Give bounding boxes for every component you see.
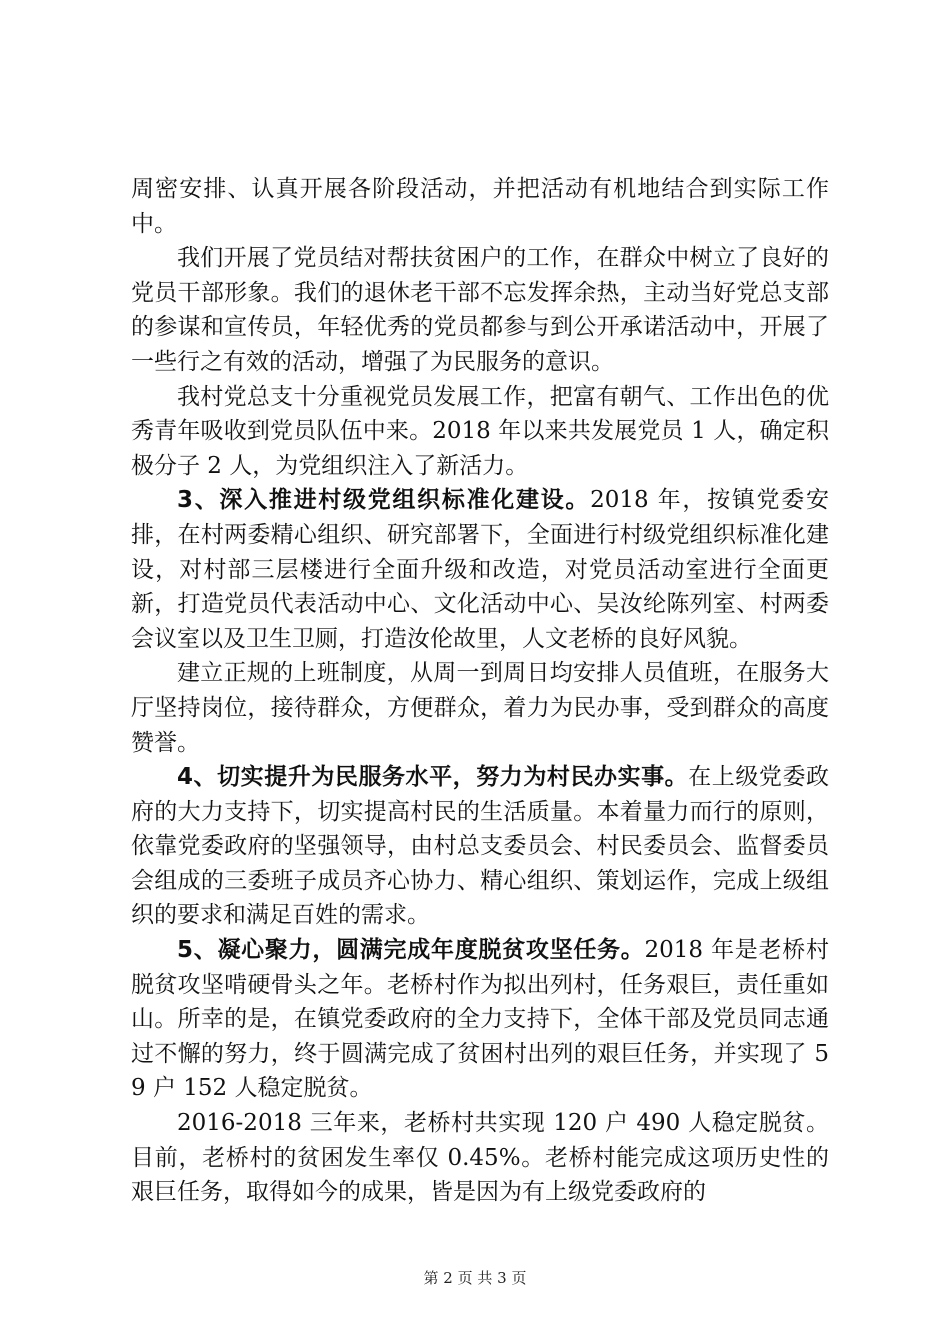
section-5-heading: 5、凝心聚力，圆满完成年度脱贫攻坚任务。 [177, 937, 645, 964]
paragraph-4-text: 2018 年，按镇党委安排，在村两委精心组织、研究部署下，全面进行村级党组织标准化建设，对村部三层楼进行全面升级和改造，对党员活动室进行全面更新，打造党员代表活动中心、文化活动中心、吴汝纶陈列室、村两委会议室以及卫生卫厕，打造汝伦故里，人文老桥的良好风貌。 [131, 487, 829, 652]
section-4-heading: 4、切实提升为民服务水平，努力为村民办实事。 [177, 764, 689, 791]
paragraph-1-text: 周密安排、认真开展各阶段活动，并把活动有机地结合到实际工作中。 [131, 176, 829, 237]
paragraph-8-text: 2016-2018 三年来，老桥村共实现 120 户 490 人稳定脱贫。目前，老桥村的贫困发生率仅 0.45%。老桥村能完成这项历史性的艰巨任务，取得如今的成果，皆是因为有上级党委政府的 [131, 1110, 829, 1206]
paragraph-3-text: 我村党总支十分重视党员发展工作，把富有朝气、工作出色的优秀青年吸收到党员队伍中来。2018 年以来共发展党员 1 人，确定积极分子 2 人，为党组织注入了新活力。 [131, 383, 829, 479]
document-body [131, 172, 829, 1210]
paragraph-7-text: 2018 年是老桥村脱贫攻坚啃硬骨头之年。老桥村作为拟出列村，任务艰巨，责任重如山。所幸的是，在镇党委政府的全力支持下，全体干部及党员同志通过不懈的努力，终于圆满完成了贫困村出列的艰巨任务，并实现了 59 户 152 人稳定脱贫。 [131, 937, 829, 1102]
paragraph-1 [131, 172, 829, 241]
section-3-heading: 3、深入推进村级党组织标准化建设。 [177, 487, 591, 514]
paragraph-2-text: 我们开展了党员结对帮扶贫困户的工作，在群众中树立了良好的党员干部形象。我们的退休老干部不忘发挥余热，主动当好党总支部的参谋和宣传员，年轻优秀的党员都参与到公开承诺活动中，开展了一些行之有效的活动，增强了为民服务的意识。 [131, 245, 829, 375]
paragraph-8 [131, 1106, 829, 1210]
paragraph-2 [131, 241, 829, 379]
paragraph-3 [131, 380, 829, 484]
paragraph-5 [131, 656, 829, 760]
paragraph-6-text: 在上级党委政府的大力支持下，切实提高村民的生活质量。本着量力而行的原则，依靠党委政府的坚强领导，由村总支委员会、村民委员会、监督委员会组成的三委班子成员齐心协力、精心组织、策划运作，完成上级组织的要求和满足百姓的需求。 [131, 764, 829, 929]
paragraph-4 [131, 483, 829, 656]
paragraph-6 [131, 760, 829, 933]
paragraph-7 [131, 933, 829, 1106]
paragraph-5-text: 建立正规的上班制度，从周一到周日均安排人员值班，在服务大厅坚持岗位，接待群众，方便群众，着力为民办事，受到群众的高度赞誉。 [131, 660, 829, 756]
page-number-footer: 第 2 页 共 3 页 [423, 1269, 527, 1287]
